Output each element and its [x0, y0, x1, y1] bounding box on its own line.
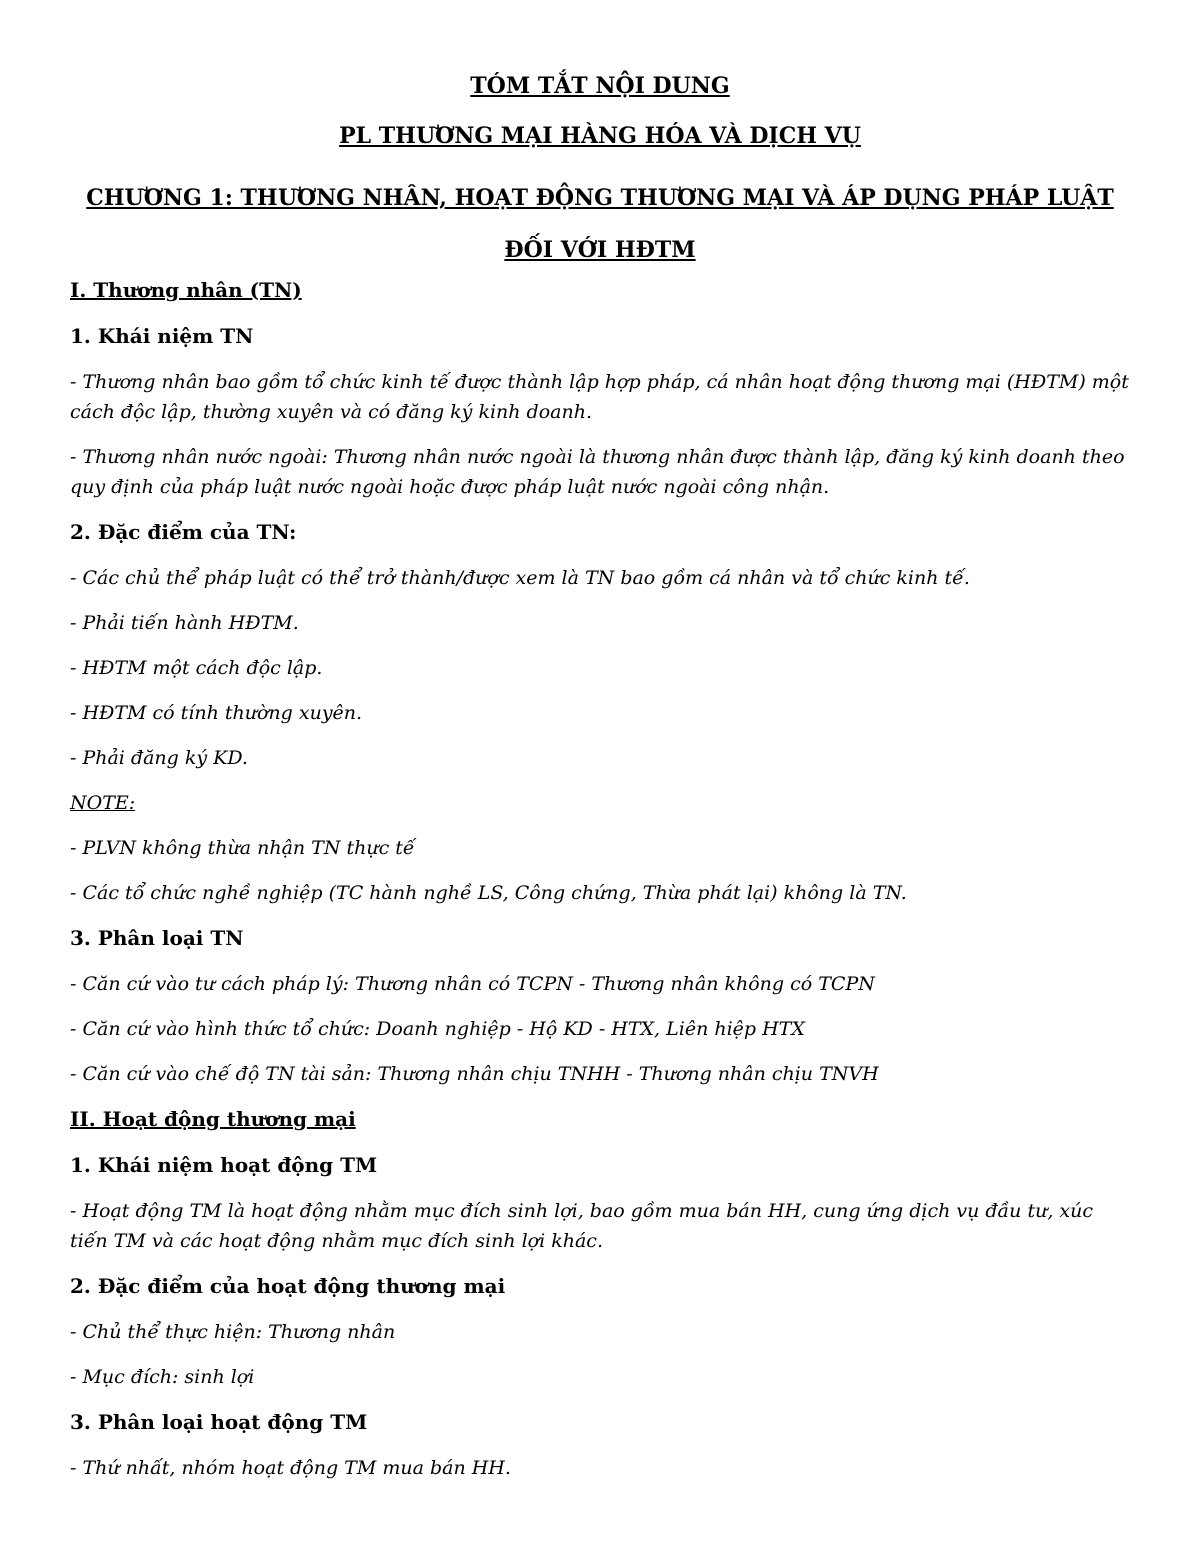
list-item: - Phải đăng ký KD. [70, 747, 248, 769]
subsection-heading-2-2: 2. Đặc điểm của hoạt động thương mại [70, 1274, 506, 1298]
list-item: - Mục đích: sinh lợi [70, 1366, 255, 1388]
list-item: - HĐTM một cách độc lập. [70, 657, 323, 679]
document-subtitle: PL THƯƠNG MẠI HÀNG HÓA VÀ DỊCH VỤ [339, 123, 861, 149]
subsection-heading-2-3: 3. Phân loại hoạt động TM [70, 1410, 368, 1434]
list-item: - Căn cứ vào chế độ TN tài sản: Thương nhân chịu TNHH - Thương nhân chịu TNVH [70, 1063, 879, 1085]
paragraph: - Hoạt động TM là hoạt động nhằm mục đích sinh lợi, bao gồm mua bán HH, cung ứng dịch vụ đầu tư, xúc tiến TM và các hoạt động nhằm mục đích sinh lợi khác. [70, 1200, 1094, 1252]
list-item: - Căn cứ vào tư cách pháp lý: Thương nhân có TCPN - Thương nhân không có TCPN [70, 973, 875, 995]
subsection-heading-1-1: 1. Khái niệm TN [70, 324, 254, 348]
paragraph: - Thương nhân nước ngoài: Thương nhân nước ngoài là thương nhân được thành lập, đăng ký kinh doanh theo quy định của pháp luật nước ngoài hoặc được pháp luật nước ngoài công nhận. [70, 446, 1125, 498]
note-label: NOTE: [70, 792, 136, 814]
note-item: - Các tổ chức nghề nghiệp (TC hành nghề LS, Công chứng, Thừa phát lại) không là TN. [70, 882, 907, 904]
paragraph: - Thương nhân bao gồm tổ chức kinh tế được thành lập hợp pháp, cá nhân hoạt động thương mại (HĐTM) một cách độc lập, thường xuyên và có đăng ký kinh doanh. [70, 371, 1129, 423]
subsection-heading-1-3: 3. Phân loại TN [70, 926, 244, 950]
document-body [70, 275, 1132, 1498]
document-title: TÓM TẮT NỘI DUNG [470, 73, 730, 99]
section-heading-2: II. Hoạt động thương mại [70, 1107, 356, 1131]
list-item: - HĐTM có tính thường xuyên. [70, 702, 363, 724]
section-heading-1: I. Thương nhân (TN) [70, 278, 302, 302]
subsection-heading-1-2: 2. Đặc điểm của TN: [70, 520, 297, 544]
list-item: - Chủ thể thực hiện: Thương nhân [70, 1321, 396, 1343]
list-item: - Phải tiến hành HĐTM. [70, 612, 299, 634]
list-item: - Thứ nhất, nhóm hoạt động TM mua bán HH. [70, 1457, 511, 1479]
subsection-heading-2-1: 1. Khái niệm hoạt động TM [70, 1153, 378, 1177]
list-item: - Các chủ thể pháp luật có thể trở thành/được xem là TN bao gồm cá nhân và tổ chức kinh tế. [70, 567, 970, 589]
chapter-title: CHƯƠNG 1: THƯƠNG NHÂN, HOẠT ĐỘNG THƯƠNG MẠI VÀ ÁP DỤNG PHÁP LUẬT ĐỐI VỚI HĐTM [86, 185, 1114, 263]
note-item: - PLVN không thừa nhận TN thực tế [70, 837, 415, 859]
list-item: - Căn cứ vào hình thức tổ chức: Doanh nghiệp - Hộ KD - HTX, Liên hiệp HTX [70, 1018, 805, 1040]
